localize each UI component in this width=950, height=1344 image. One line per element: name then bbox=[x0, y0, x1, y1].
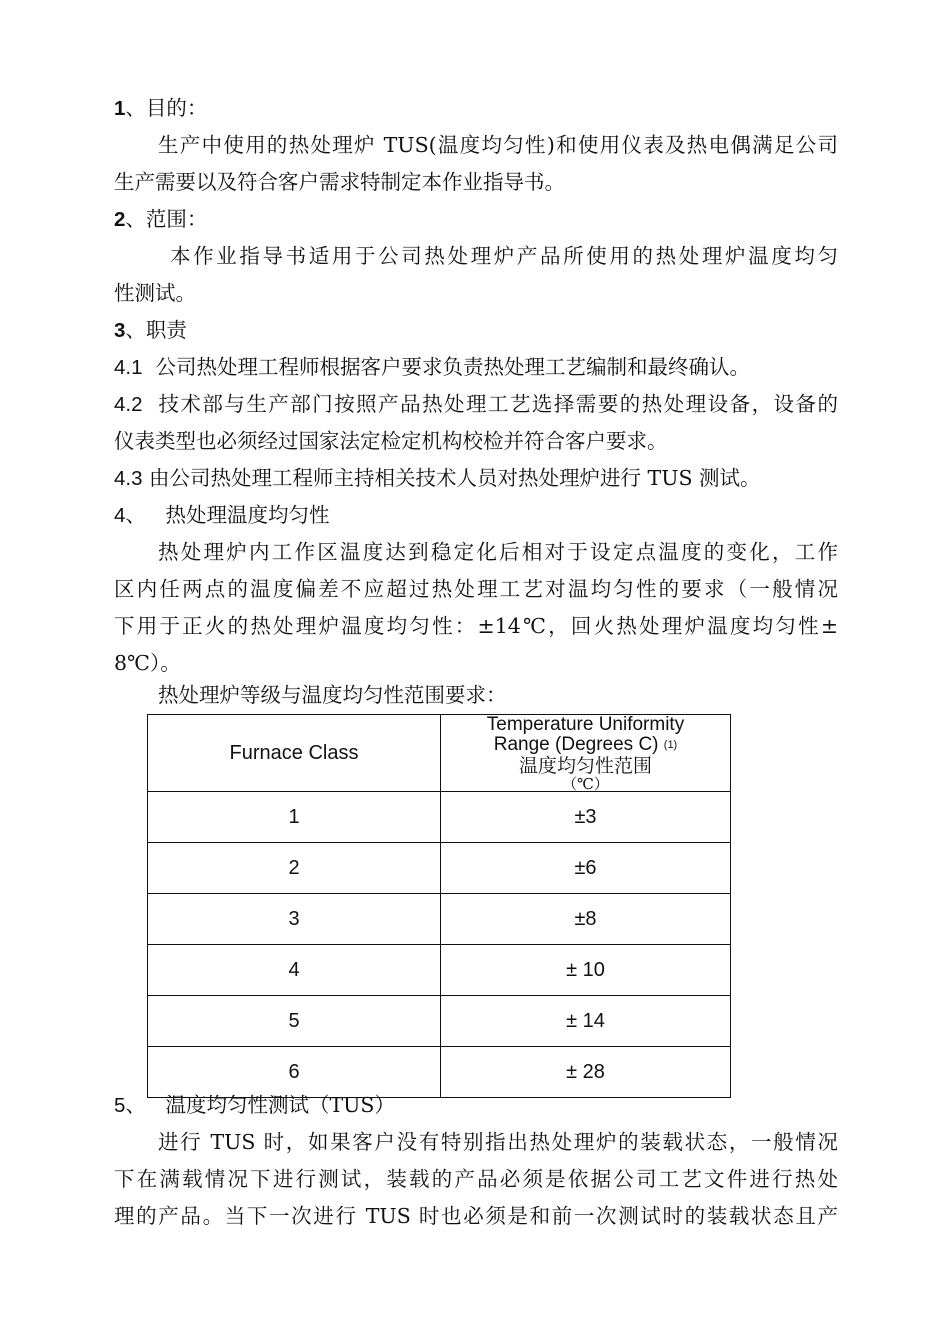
furnace-class-cell: 1 bbox=[148, 792, 441, 843]
item-text: 技术部与生产部门按照产品热处理工艺选择需要的热处理设备，设备的 bbox=[158, 392, 838, 416]
section-1-heading bbox=[114, 90, 838, 127]
table-header-row bbox=[148, 715, 731, 792]
item-number: 4.2 bbox=[114, 393, 143, 416]
furnace-class-cell: 2 bbox=[148, 843, 441, 894]
section-3-heading bbox=[114, 312, 838, 349]
section-5-para-line-1: 进行 TUS 时，如果客户没有特别指出热处理炉的装载状态，一般情况 bbox=[158, 1130, 838, 1154]
header-range-en-line-1: Temperature Uniformity bbox=[486, 714, 685, 735]
section-number: 3 bbox=[114, 319, 126, 342]
section-1-para-line-1: 生产中使用的热处理炉 TUS(温度均匀性)和使用仪表及热电偶满足公司 bbox=[158, 133, 838, 157]
header-range-zh-line-1: 温度均匀性范围 bbox=[518, 755, 652, 777]
section-5-heading bbox=[114, 1087, 838, 1124]
section-number: 4、 bbox=[114, 504, 146, 527]
range-cell: ±8 bbox=[441, 894, 731, 945]
item-4-2-line-1 bbox=[114, 386, 838, 423]
range-cell: ± 28 bbox=[441, 1047, 731, 1098]
item-text: 公司热处理工程师根据客户要求负责热处理工艺编制和最终确认。 bbox=[155, 355, 751, 379]
header-range-zh-line-2: （℃） bbox=[562, 775, 609, 793]
section-number: 2 bbox=[114, 208, 126, 231]
section-4-para-line-1: 热处理炉内工作区温度达到稳定化后相对于设定点温度的变化，工作 bbox=[158, 540, 838, 564]
section-2-para-line-1: 本作业指导书适用于公司热处理炉产品所使用的热处理炉温度均匀 bbox=[170, 244, 838, 268]
section-4-para-line-3: 下用于正火的热处理炉温度均匀性：±14℃，回火热处理炉温度均匀性± bbox=[114, 614, 838, 638]
furnace-class-cell: 5 bbox=[148, 996, 441, 1047]
furnace-class-cell: 4 bbox=[148, 945, 441, 996]
section-number: 5、 bbox=[114, 1094, 146, 1117]
furnace-class-table bbox=[147, 714, 731, 1098]
item-4-2-line-2: 仪表类型也必须经过国家法定检定机构校检并符合客户要求。 bbox=[114, 429, 668, 453]
range-cell: ± 10 bbox=[441, 945, 731, 996]
table-intro: 热处理炉等级与温度均匀性范围要求： bbox=[158, 683, 507, 707]
section-title: 热处理温度均匀性 bbox=[165, 503, 330, 527]
header-temperature-range bbox=[441, 715, 731, 792]
section-4-para-line-4: 8℃）。 bbox=[114, 651, 181, 675]
section-1-para-line-2: 生产需要以及符合客户需求特制定本作业指导书。 bbox=[114, 170, 565, 194]
section-title: 、范围： bbox=[125, 207, 208, 231]
item-4-3 bbox=[114, 460, 838, 497]
table-row bbox=[148, 996, 731, 1047]
section-2-heading bbox=[114, 201, 838, 238]
range-cell: ± 14 bbox=[441, 996, 731, 1047]
table-row bbox=[148, 843, 731, 894]
item-number: 4.1 bbox=[114, 356, 143, 379]
furnace-class-cell: 3 bbox=[148, 894, 441, 945]
section-4-heading bbox=[114, 497, 838, 534]
table-row bbox=[148, 894, 731, 945]
footnote-marker: (1) bbox=[663, 739, 678, 751]
section-number: 1 bbox=[114, 97, 126, 120]
item-4-1 bbox=[114, 349, 838, 386]
section-5-para-line-3: 理的产品。当下一次进行 TUS 时也必须是和前一次测试时的装载状态且产 bbox=[114, 1204, 838, 1228]
item-text: 由公司热处理工程师主持相关技术人员对热处理炉进行 TUS 测试。 bbox=[149, 466, 761, 490]
section-2-para-line-2: 性测试。 bbox=[114, 281, 196, 305]
section-title: 、目的： bbox=[125, 96, 208, 120]
range-cell: ±6 bbox=[441, 843, 731, 894]
furnace-class-cell: 6 bbox=[148, 1047, 441, 1098]
table-row bbox=[148, 945, 731, 996]
header-furnace-class: Furnace Class bbox=[148, 715, 441, 792]
section-title: 温度均匀性测试（TUS） bbox=[165, 1093, 395, 1117]
section-5-para-line-2: 下在满载情况下进行测试，装载的产品必须是依据公司工艺文件进行热处 bbox=[114, 1167, 838, 1191]
header-range-en-line-2 bbox=[441, 735, 730, 755]
header-range-en-text: Range (Degrees C) bbox=[493, 734, 659, 755]
table-row bbox=[148, 792, 731, 843]
section-4-para-line-2: 区内任两点的温度偏差不应超过热处理工艺对温均匀性的要求（一般情况 bbox=[114, 577, 838, 601]
section-title: 、职责 bbox=[125, 318, 187, 342]
range-cell: ±3 bbox=[441, 792, 731, 843]
item-number: 4.3 bbox=[114, 467, 143, 490]
